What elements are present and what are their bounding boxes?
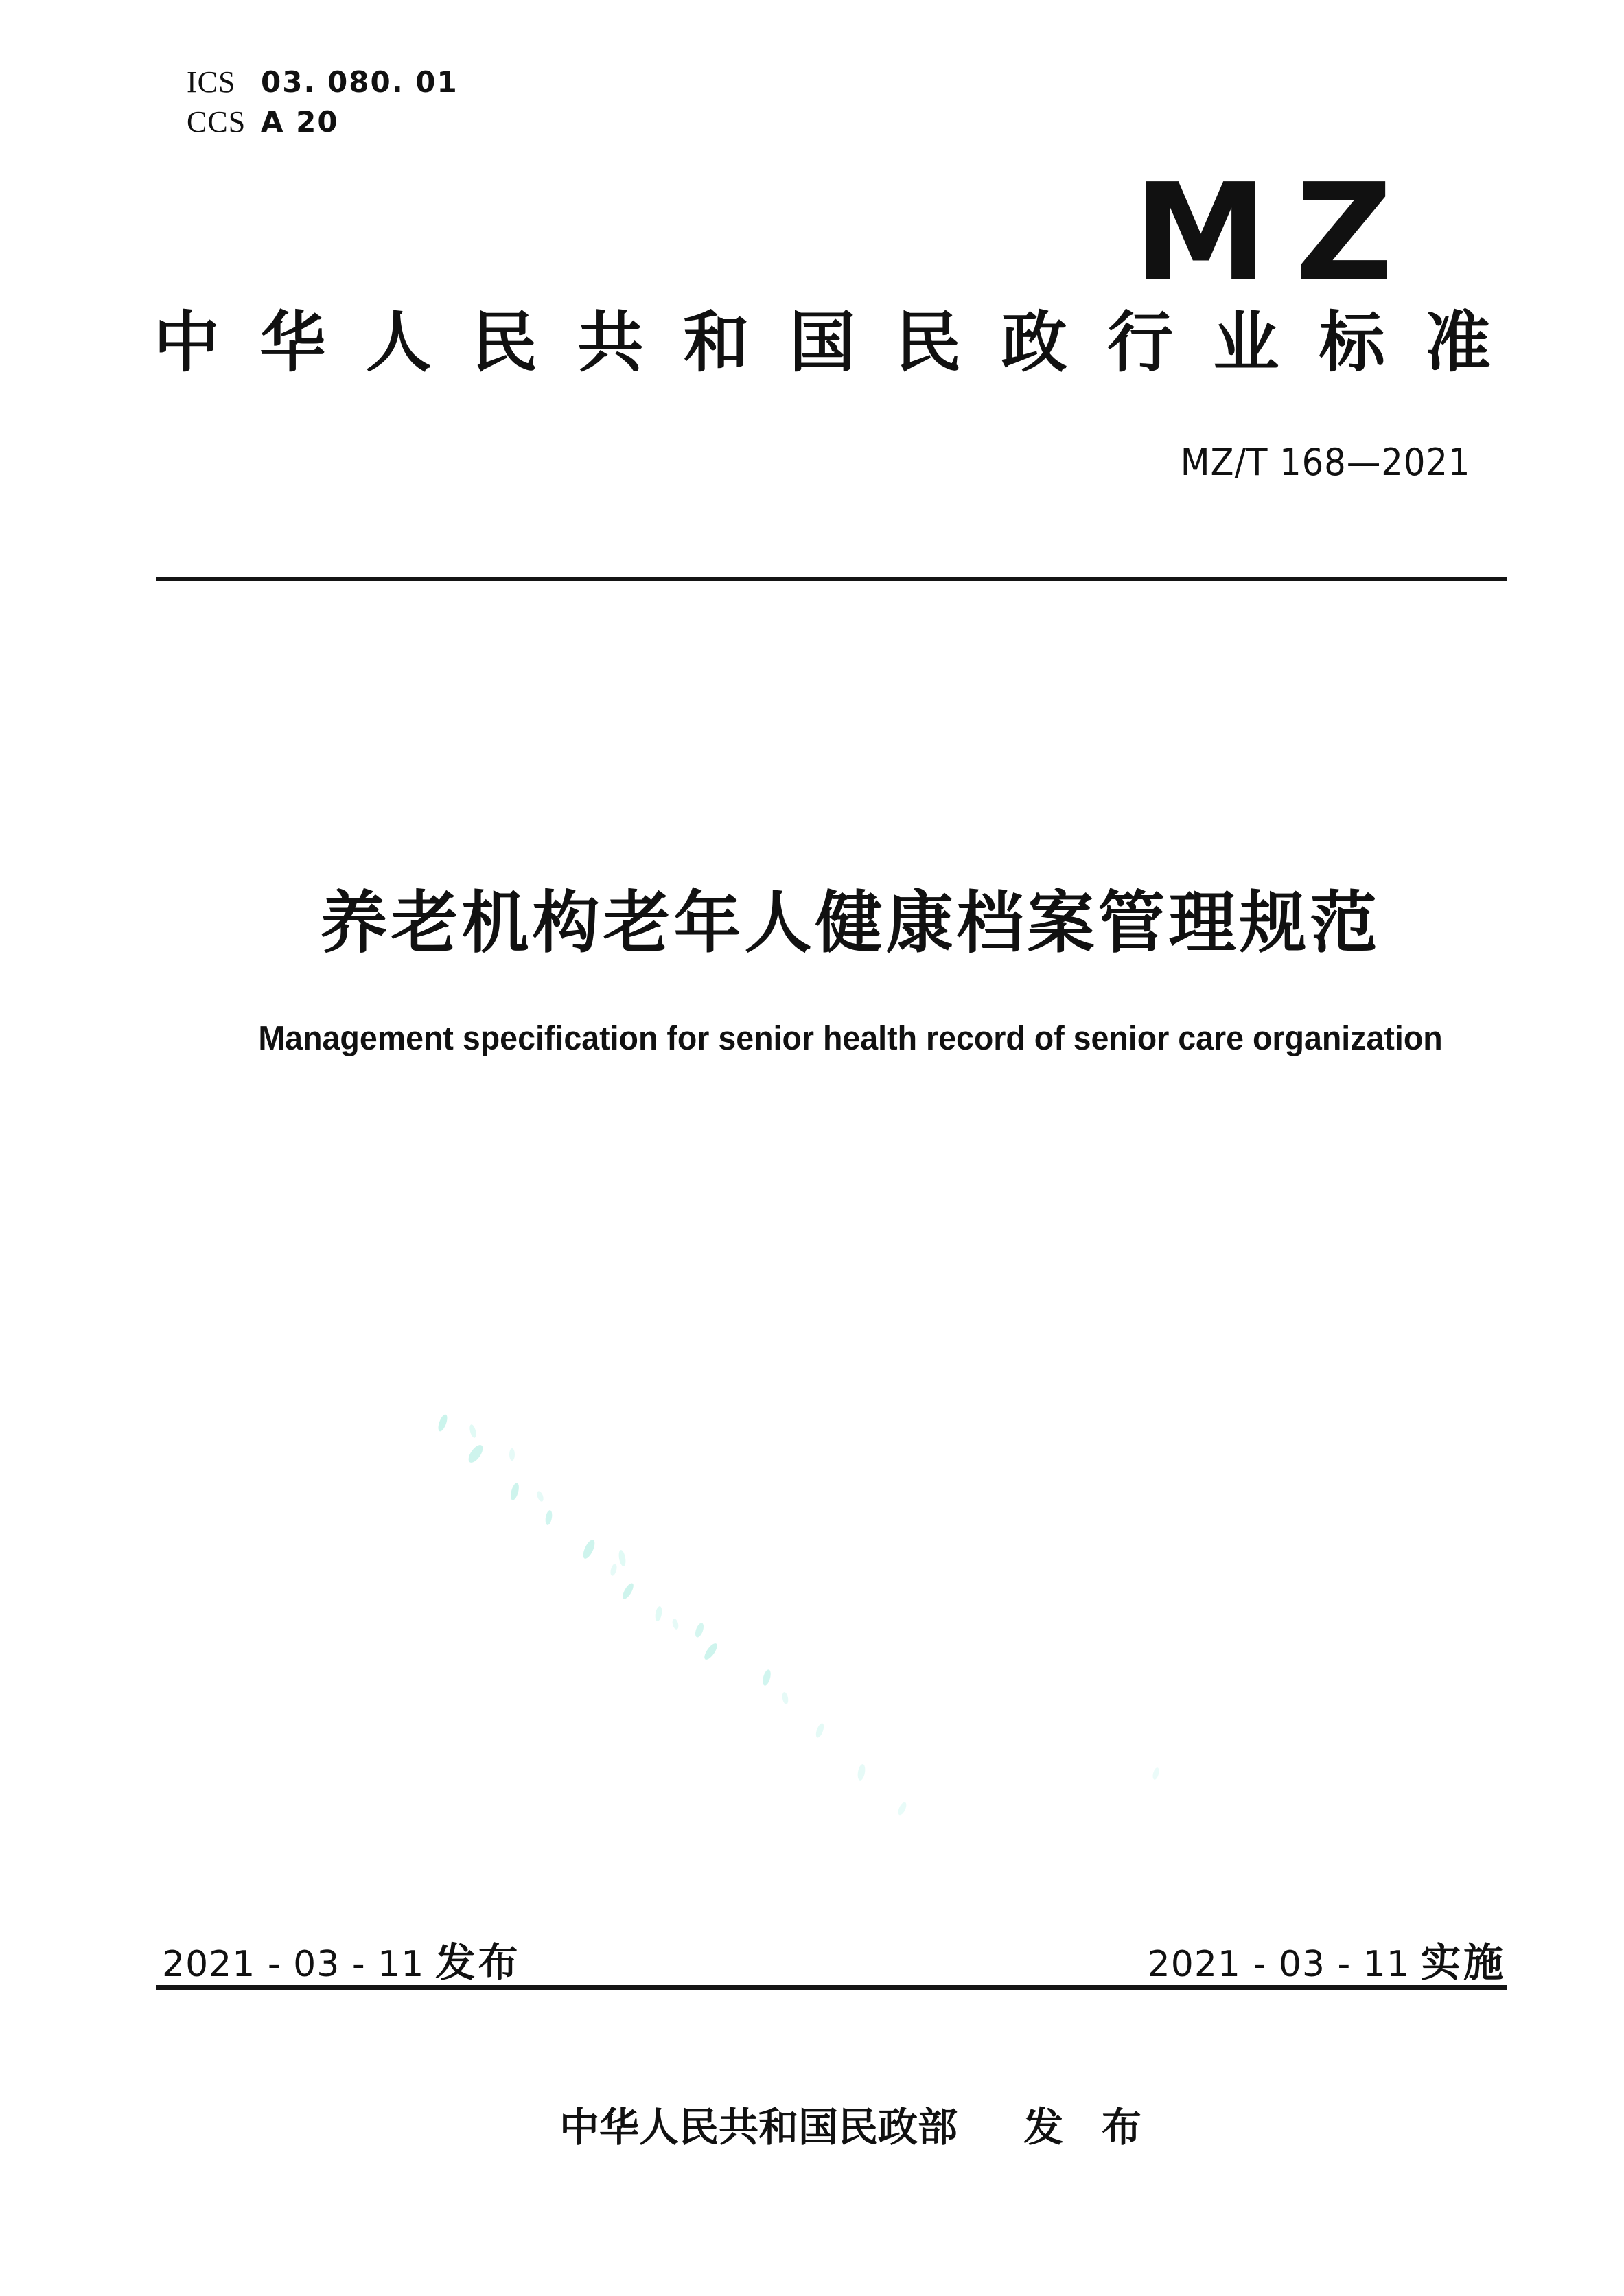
top-rule xyxy=(156,577,1507,581)
date-row xyxy=(162,1930,1506,1988)
standard-type-title xyxy=(154,303,1491,382)
issue-date-value: 2021 - 03 - 11 xyxy=(162,1944,425,1985)
char: 标 xyxy=(1319,306,1385,380)
char: 民 xyxy=(895,306,962,380)
char: 民 xyxy=(471,306,537,380)
scan-speck xyxy=(544,1509,553,1525)
scan-speck xyxy=(581,1538,597,1560)
scan-speck xyxy=(815,1722,826,1739)
ccs-row xyxy=(187,104,459,144)
scan-speck xyxy=(610,1563,618,1576)
scan-speck xyxy=(671,1618,680,1630)
implementation-date-value: 2021 - 03 - 11 xyxy=(1147,1944,1410,1985)
char: 华 xyxy=(259,306,326,380)
publisher-name: 中华人民共和国民政部 xyxy=(559,2105,958,2150)
char: 政 xyxy=(1001,306,1067,380)
mz-logo: MZ xyxy=(1134,155,1421,312)
char: 行 xyxy=(1106,306,1173,380)
ics-value: 03. 080. 01 xyxy=(261,65,459,99)
char: 中 xyxy=(154,306,220,380)
ics-label: ICS xyxy=(187,65,236,99)
ics-row xyxy=(187,65,459,104)
char: 准 xyxy=(1424,306,1491,380)
scan-speck xyxy=(466,1443,486,1465)
char: 业 xyxy=(1213,306,1279,380)
scan-speck xyxy=(437,1413,449,1433)
scan-speck xyxy=(469,1424,478,1438)
scan-speck xyxy=(781,1691,789,1704)
issue-date-label: 发布 xyxy=(435,1940,521,1985)
scan-speck xyxy=(694,1622,706,1638)
char: 人 xyxy=(365,306,432,380)
scan-speck xyxy=(654,1605,663,1621)
publish-action xyxy=(1023,2095,1141,2153)
scan-speck xyxy=(620,1581,636,1601)
scan-speck xyxy=(857,1763,866,1781)
ccs-value: A 20 xyxy=(261,105,339,139)
char: 布 xyxy=(1102,2105,1142,2150)
scan-speck xyxy=(618,1549,627,1566)
bottom-rule xyxy=(156,1985,1507,1990)
char: 国 xyxy=(789,306,855,380)
publisher-row xyxy=(38,2095,1624,2153)
classification-codes xyxy=(187,65,459,144)
scan-speck xyxy=(761,1669,772,1686)
char: 和 xyxy=(683,306,750,380)
implementation-date xyxy=(1148,1930,1506,1988)
implementation-date-label: 实施 xyxy=(1420,1940,1506,1985)
issue-date xyxy=(162,1930,520,1988)
ccs-label: CCS xyxy=(187,105,246,139)
char: 共 xyxy=(577,306,644,380)
scan-speck xyxy=(1152,1767,1160,1780)
document-title-cn: 养老机构老年人健康档案管理规范 xyxy=(320,885,1381,960)
char: 发 xyxy=(1023,2105,1063,2150)
scan-speck xyxy=(509,1448,515,1461)
scan-speck xyxy=(896,1801,908,1816)
scan-speck xyxy=(536,1490,545,1503)
document-title-en-text: Management specification for senior health record of senior care organization xyxy=(258,1020,1443,1057)
standard-number: MZ/T 168—2021 xyxy=(1180,441,1470,484)
document-title-en xyxy=(38,1019,1624,1059)
scan-speck xyxy=(509,1482,520,1501)
scan-speck xyxy=(702,1641,719,1661)
